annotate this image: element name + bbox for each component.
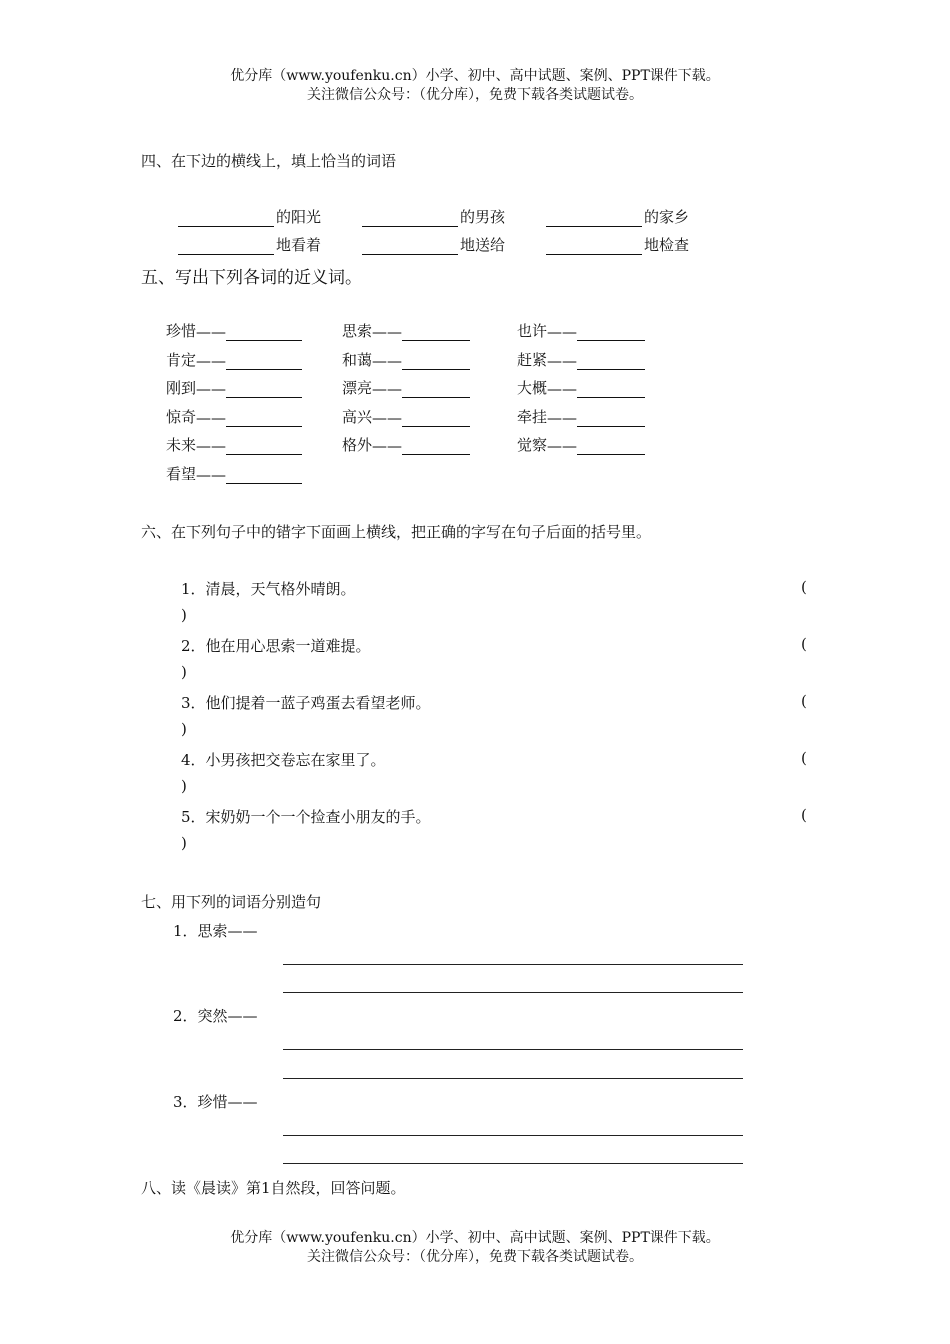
answer-blank[interactable] — [226, 467, 302, 484]
synonym-item — [166, 377, 302, 398]
answer-blank[interactable] — [546, 238, 642, 255]
synonym-item — [342, 349, 470, 370]
answer-blank[interactable] — [402, 438, 470, 455]
answer-blank[interactable] — [402, 410, 470, 427]
synonym-word: 未来 — [166, 436, 197, 454]
footer-line-1: 优分库（www.youfenku.cn）小学、初中、高中试题、案例、PPT课件下载。 — [230, 1230, 720, 1246]
synonym-item — [166, 406, 302, 427]
dash: —— — [196, 409, 227, 427]
sentence-4: 4．小男孩把交卷忘在家里了。 — [181, 751, 386, 769]
open-paren: ( — [801, 635, 807, 653]
fill-item — [178, 234, 362, 255]
answer-blank[interactable] — [577, 381, 645, 398]
answer-blank[interactable] — [362, 238, 458, 255]
close-paren: ) — [181, 663, 187, 681]
close-paren: ) — [181, 834, 187, 852]
synonym-word: 大概 — [517, 379, 548, 397]
synonym-word: 赶紧 — [517, 351, 548, 369]
dash: —— — [547, 323, 578, 341]
sentence-2: 2．他在用心思索一道难提。 — [181, 637, 371, 655]
synonym-item — [166, 434, 302, 455]
answer-blank[interactable] — [402, 353, 470, 370]
answer-blank[interactable] — [178, 210, 274, 227]
footer-line-2: 关注微信公众号：（优分库），免费下载各类试题试卷。 — [307, 1249, 643, 1265]
answer-blank[interactable] — [226, 324, 302, 341]
writing-line[interactable] — [283, 1135, 743, 1136]
answer-blank[interactable] — [577, 438, 645, 455]
synonym-item — [342, 434, 470, 455]
answer-blank[interactable] — [362, 210, 458, 227]
section-8-title: 八、读《晨读》第1自然段，回答问题。 — [141, 1179, 406, 1197]
section-6-title: 六、在下列句子中的错字下面画上横线，把正确的字写在句子后面的括号里。 — [141, 523, 652, 541]
dash: —— — [547, 409, 578, 427]
synonym-word: 惊奇 — [166, 408, 197, 426]
answer-blank[interactable] — [546, 210, 642, 227]
fill-item — [178, 206, 362, 227]
dash: —— — [547, 437, 578, 455]
dash: —— — [372, 352, 403, 370]
sentence-item-3: 3．珍惜—— — [173, 1093, 258, 1111]
synonym-item — [517, 349, 645, 370]
dash: —— — [196, 352, 227, 370]
synonym-item — [517, 320, 645, 341]
fill-suffix: 地送给 — [460, 236, 506, 254]
fill-suffix: 地看着 — [276, 236, 322, 254]
synonym-item — [517, 406, 645, 427]
open-paren: ( — [801, 692, 807, 710]
synonym-word: 觉察 — [517, 436, 548, 454]
open-paren: ( — [801, 806, 807, 824]
close-paren: ) — [181, 720, 187, 738]
sentence-3: 3．他们提着一蓝子鸡蛋去看望老师。 — [181, 694, 431, 712]
fill-suffix: 的家乡 — [644, 208, 690, 226]
writing-line[interactable] — [283, 1078, 743, 1079]
answer-blank[interactable] — [226, 381, 302, 398]
synonym-word: 漂亮 — [342, 379, 373, 397]
answer-blank[interactable] — [402, 324, 470, 341]
synonym-item — [342, 406, 470, 427]
dash: —— — [372, 409, 403, 427]
close-paren: ) — [181, 777, 187, 795]
writing-line[interactable] — [283, 964, 743, 965]
synonym-word: 刚到 — [166, 379, 197, 397]
sentence-item-1: 1．思索—— — [173, 922, 258, 940]
answer-blank[interactable] — [178, 238, 274, 255]
synonym-item — [166, 320, 302, 341]
fill-item — [546, 206, 730, 227]
synonym-word: 肯定 — [166, 351, 197, 369]
section-7-title: 七、用下列的词语分别造句 — [141, 893, 322, 911]
fill-suffix: 的阳光 — [276, 208, 322, 226]
synonym-word: 也许 — [517, 322, 548, 340]
dash: —— — [547, 352, 578, 370]
sentence-item-2: 2．突然—— — [173, 1007, 258, 1025]
sentence-5: 5．宋奶奶一个一个捡查小朋友的手。 — [181, 808, 431, 826]
writing-line[interactable] — [283, 1163, 743, 1164]
fill-suffix: 地检查 — [644, 236, 690, 254]
synonym-item — [166, 463, 302, 484]
answer-blank[interactable] — [577, 353, 645, 370]
dash: —— — [372, 323, 403, 341]
fill-row-2 — [178, 234, 730, 255]
dash: —— — [196, 437, 227, 455]
synonym-word: 珍惜 — [166, 322, 197, 340]
open-paren: ( — [801, 578, 807, 596]
sentence-1: 1．清晨，天气格外晴朗。 — [181, 580, 356, 598]
dash: —— — [547, 380, 578, 398]
dash: —— — [372, 380, 403, 398]
fill-item — [546, 234, 730, 255]
writing-line[interactable] — [283, 992, 743, 993]
close-paren: ) — [181, 606, 187, 624]
answer-blank[interactable] — [226, 353, 302, 370]
header-line-2: 关注微信公众号：（优分库），免费下载各类试题试卷。 — [307, 87, 643, 103]
dash: —— — [196, 323, 227, 341]
dash: —— — [196, 380, 227, 398]
answer-blank[interactable] — [226, 410, 302, 427]
fill-row-1 — [178, 206, 730, 227]
synonym-word: 格外 — [342, 436, 373, 454]
synonym-item — [166, 349, 302, 370]
synonym-item — [342, 320, 470, 341]
dash: —— — [196, 466, 227, 484]
synonym-word: 高兴 — [342, 408, 373, 426]
fill-item — [362, 206, 546, 227]
synonym-word: 思索 — [342, 322, 373, 340]
section-4-title: 四、在下边的横线上，填上恰当的词语 — [141, 152, 397, 170]
synonym-item — [517, 434, 645, 455]
dash: —— — [372, 437, 403, 455]
header-line-1: 优分库（www.youfenku.cn）小学、初中、高中试题、案例、PPT课件下载。 — [230, 68, 720, 84]
answer-blank[interactable] — [402, 381, 470, 398]
synonym-word: 牵挂 — [517, 408, 548, 426]
fill-item — [362, 234, 546, 255]
synonym-word: 和蔼 — [342, 351, 373, 369]
section-5-title: 五、写出下列各词的近义词。 — [141, 268, 362, 288]
answer-blank[interactable] — [577, 410, 645, 427]
fill-suffix: 的男孩 — [460, 208, 506, 226]
open-paren: ( — [801, 749, 807, 767]
answer-blank[interactable] — [226, 438, 302, 455]
answer-blank[interactable] — [577, 324, 645, 341]
writing-line[interactable] — [283, 1049, 743, 1050]
synonym-item — [342, 377, 470, 398]
synonym-word: 看望 — [166, 465, 197, 483]
synonym-item — [517, 377, 645, 398]
